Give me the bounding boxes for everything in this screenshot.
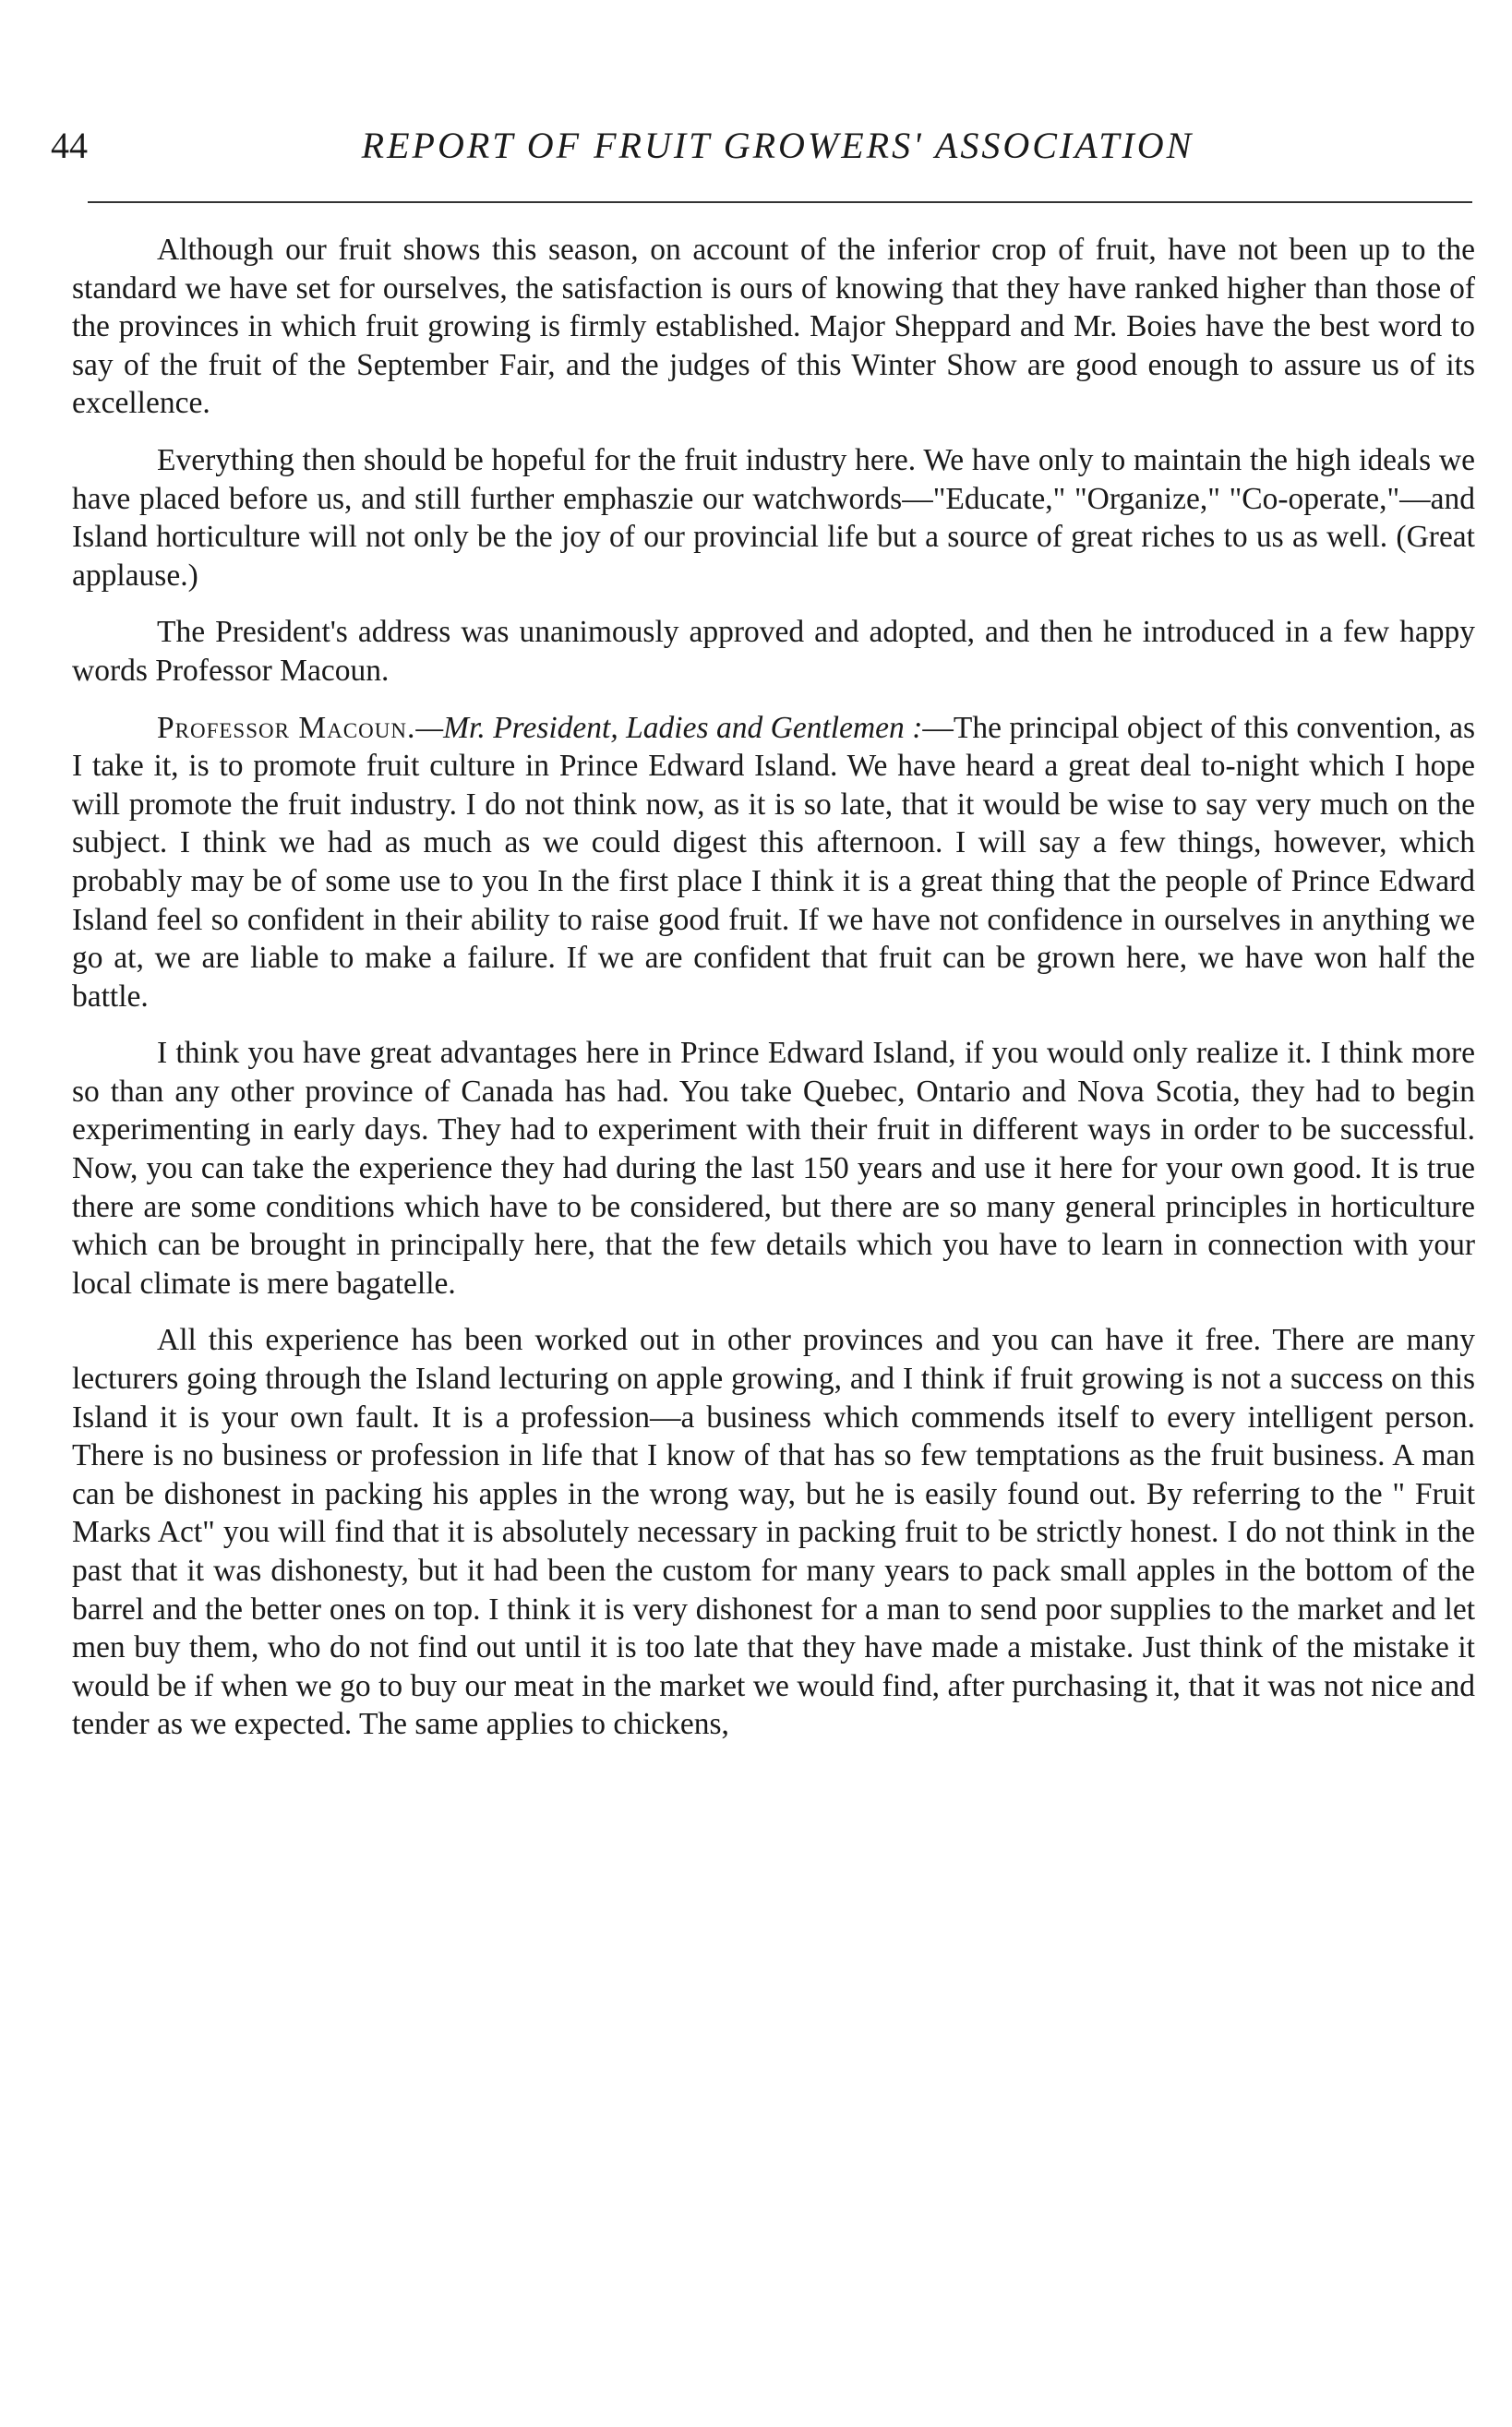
running-title: REPORT OF FRUIT GROWERS' ASSOCIATION: [361, 125, 1194, 166]
paragraph: [72, 709, 1475, 1016]
paragraph: The President's address was unanimously approved and adopted, and then he introduced in a few happy words Professor Macoun.: [72, 615, 1475, 688]
page-number: 44: [51, 125, 88, 166]
paragraph: I think you have great advantages here in Prince Edward Island, if you would only realize it. I think more so than any other province of Canada has had. You take Quebec, Ontario and Nova Scotia, they had to begin experimenting in early days. They had to experiment with their fruit in different ways in order to be successful. Now, you can take the experience they had during the last 150 years and use it here for your own good. It is true there are some conditions which have to be considered, but there are so many general principles in horticulture which can be brought in principally here, that the few details which you have to learn in connection with your local climate is mere bagatelle.: [72, 1036, 1475, 1301]
page-header: [51, 118, 1477, 174]
paragraph-text: —The principal object of this convention, as I take it, is to promote fruit culture in Prince Edward Island. We have heard a great deal to-night which I hope will promote the fruit industry. I do not think now, as it is so late, that it would be wise to say very much on the subject. I think we had as much as we could digest this afternoon. I will say a few things, however, which probably may be of some use to you In the first place I think it is a great thing that the people of Prince Edward Island feel so confident in their ability to raise good fruit. If we have not confidence in ourselves in anything we go at, we are liable to make a failure. If we are confident that fruit can be grown here, we have won half the battle.: [72, 710, 1475, 1014]
paragraph: Although our fruit shows this season, on account of the inferior crop of fruit, have not been up to the standard we have set for ourselves, the satisfaction is ours of knowing that they have ranked higher than those of the provinces in which fruit growing is firmly established. Major Sheppard and Mr. Boies have the best word to say of the fruit of the September Fair, and the judges of this Winter Show are good enough to assure us of its excellence.: [72, 233, 1475, 421]
salutation: —Mr. President, Ladies and Gentlemen :: [415, 710, 923, 745]
paragraph: All this experience has been worked out in other provinces and you can have it free. There are many lecturers going through the Island lecturing on apple growing, and I think if fruit growing is not a success on this Island it is your own fault. It is a profession—a business which commends itself to every intelligent person. There is no business or profession in life that I know of that has so few temptations as the fruit business. A man can be dishonest in packing his apples in the wrong way, but he is easily found out. By referring to the " Fruit Marks Act" you will find that it is absolutely necessary in packing fruit to be strictly honest. I do not think in the past that it was dishonesty, but it had been the custom for many years to pack small apples in the bottom of the barrel and the better ones on top. I think it is very dishonest for a man to send poor supplies to the market and let men buy them, who do not find out until it is too late that they have made a mistake. Just think of the mistake it would be if when we go to buy our meat in the market we would find, after purchasing it, that it was not nice and tender as we expected. The same applies to chickens,: [72, 1323, 1475, 1742]
paragraph: Everything then should be hopeful for the fruit industry here. We have only to maintain the high ideals we have placed before us, and still further emphaszie our watchwords—"Educate," "Organize," "Co-operate,"—and Island horticulture will not only be the joy of our provincial life but a source of great riches to us as well. (Great applause.): [72, 442, 1475, 593]
header-rule: [88, 201, 1472, 203]
body-text: [72, 231, 1475, 1762]
speaker-name: Professor Macoun.: [157, 710, 416, 745]
